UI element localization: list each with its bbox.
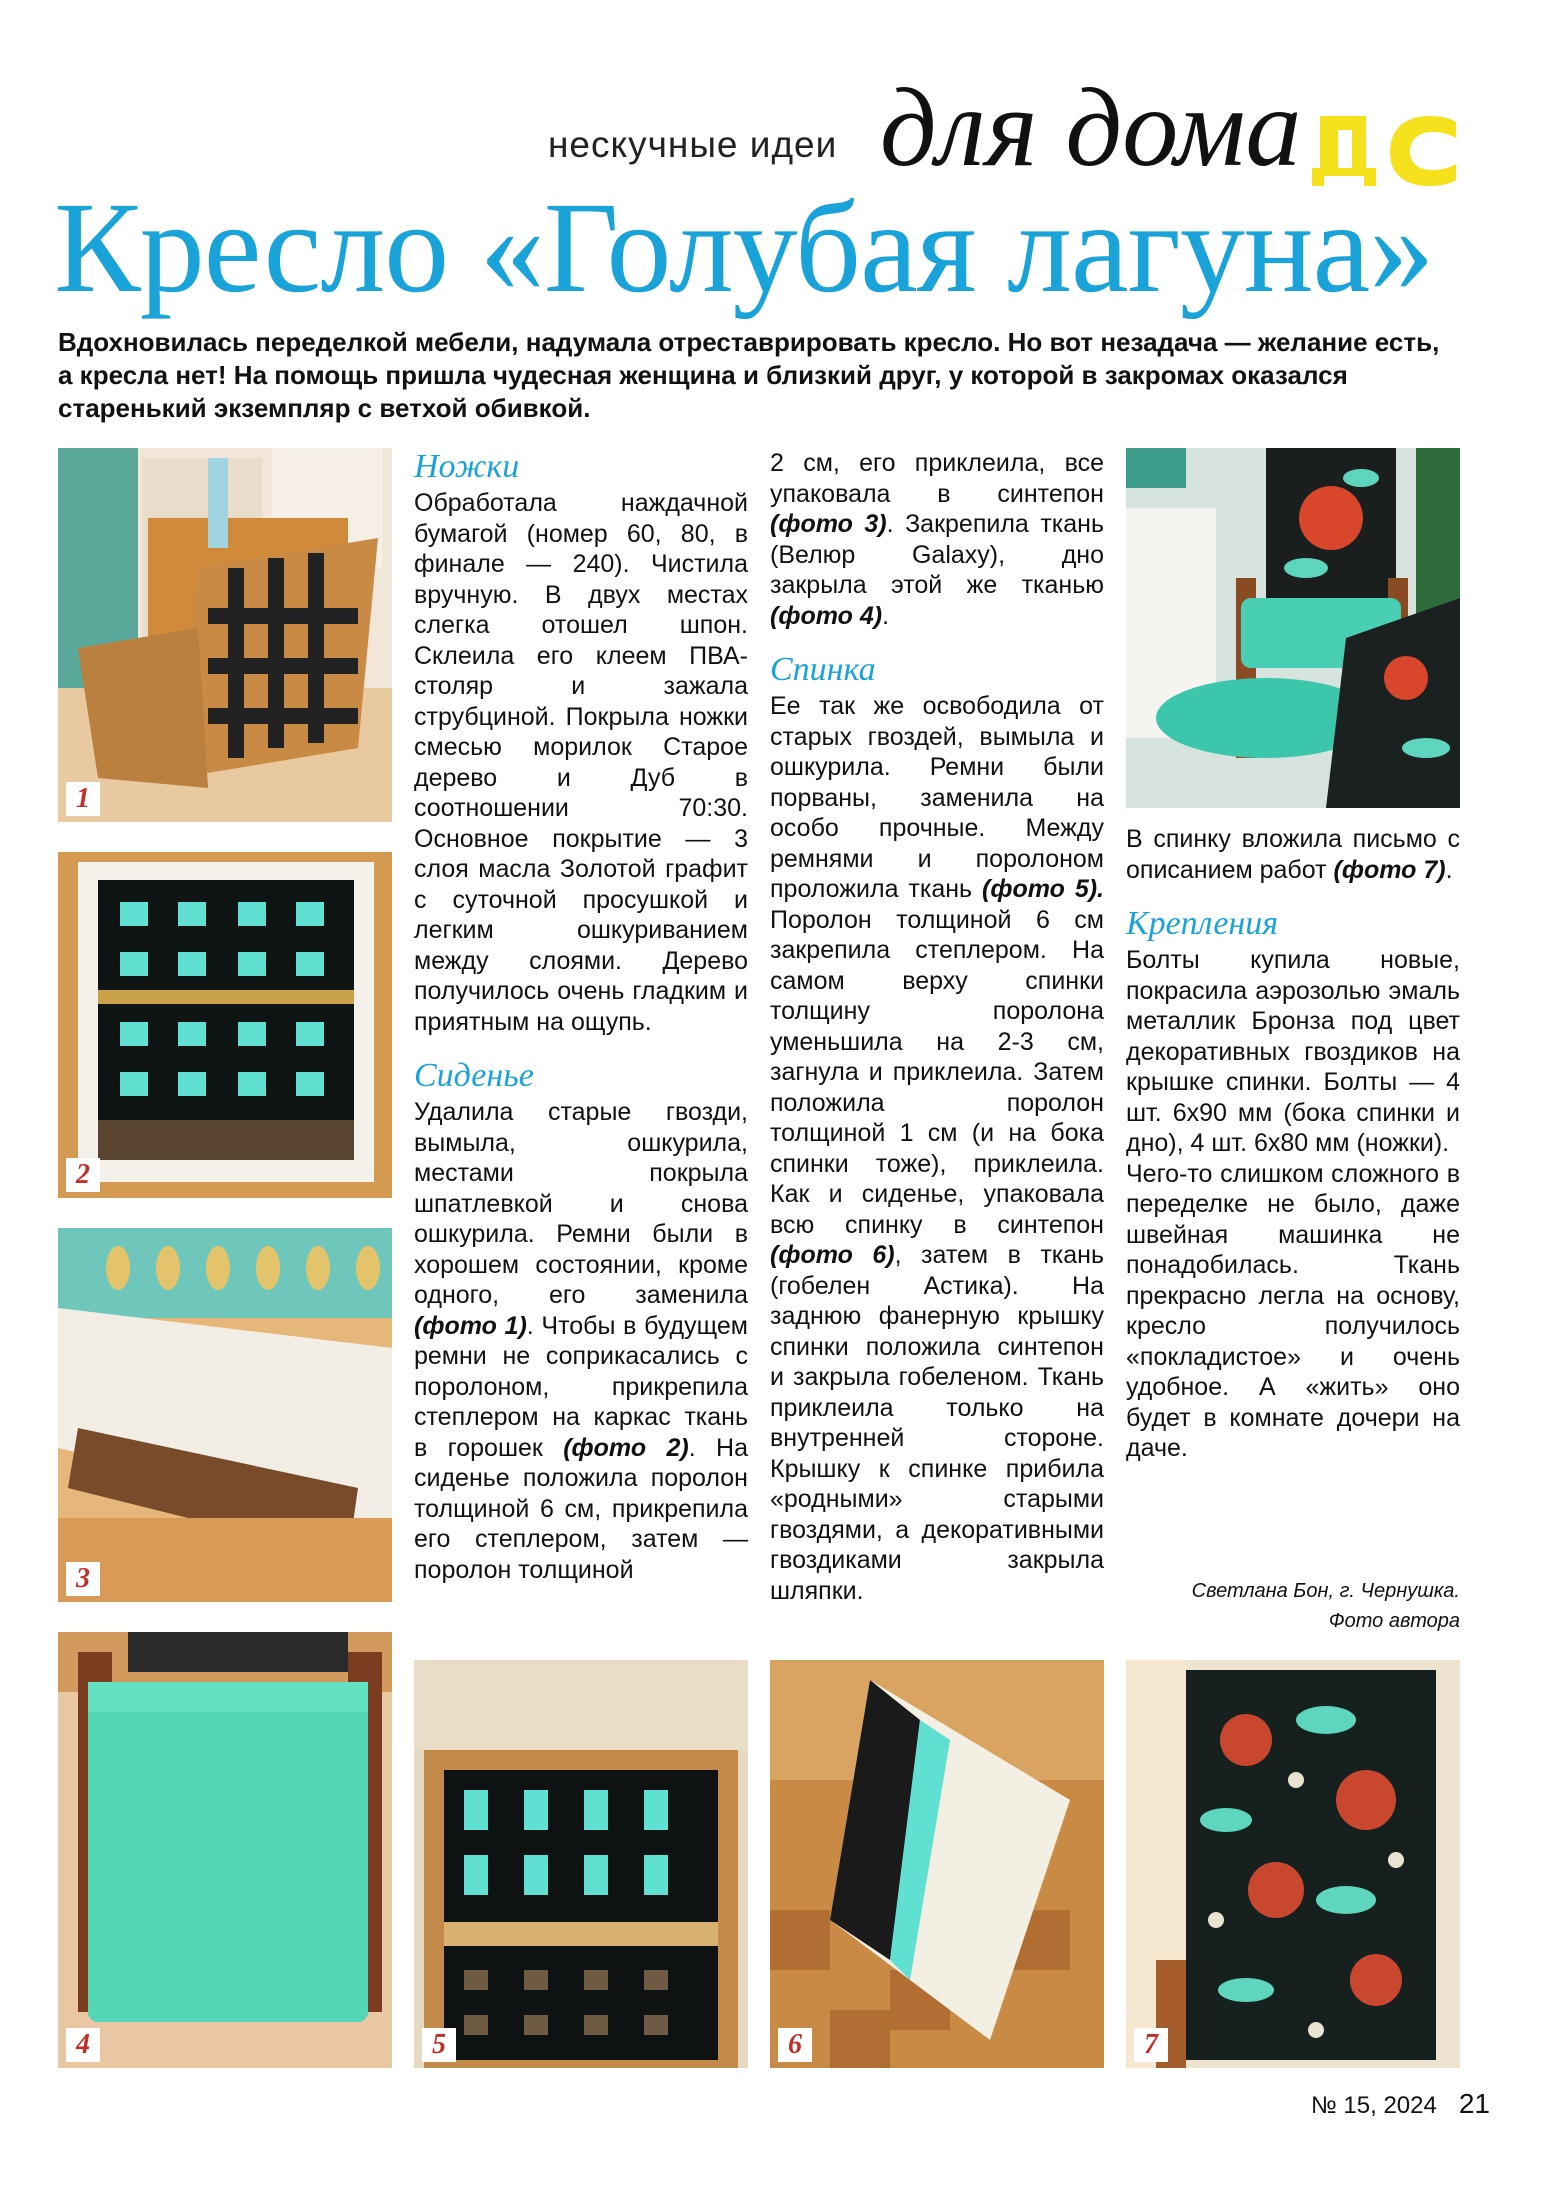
photo-ref: (фото 3)	[770, 510, 887, 538]
section-heading-back: Спинка	[770, 651, 876, 688]
photo-ref: (фото 2)	[563, 1433, 689, 1462]
photo-1	[58, 448, 392, 822]
text: . На сиденье положила поролон толщиной 6 см, прикрепила его степлером, затем — поролон толщиной	[414, 1433, 748, 1584]
photo-ref: (фото 6)	[770, 1241, 895, 1269]
text: Поролон толщиной 6 см закрепила степлером. На самом верху спинки толщину поролона уменьшила на 2-3 см, загнула и приклеила. Затем положила поролон толщиной 1 см (и на бока спинки тоже), приклеила. Как и сиденье, упаковала всю спинку в синтепон	[770, 905, 1104, 1239]
paragraph: Обработала наждачной бумагой (номер 60, 80, в финале — 240). Чистила вручную. В двух местах слегка отошел шпон. Склеила его клеем ПВА-столяр и зажала струбциной. Покрыла ножки смесью морилок Старое дерево и Дуб в соотношении 70:30. Основное покрытие — 3 слоя масла Золотой графит с суточной просушкой и легким ошкуриванием между слоями. Дерево получилось очень гладким и приятным на ощупь.	[414, 489, 748, 1036]
text: В спинку вложила письмо с описанием работ	[1126, 825, 1460, 884]
text: .	[882, 601, 890, 630]
paragraph	[414, 1097, 748, 1585]
photo-number: 2	[66, 1158, 100, 1192]
photo-credit: Фото автора	[1328, 1610, 1460, 1632]
text: . Закрепила ткань (Велюр Galaxy), дно закрыла этой же тканью	[770, 510, 1104, 599]
section-heading-seat: Сиденье	[414, 1057, 534, 1094]
paragraph	[770, 691, 1104, 1606]
photo-7-finished-back	[1126, 1660, 1460, 2068]
text-column-3	[1126, 824, 1460, 1644]
issue-number: № 15, 2024	[1311, 2092, 1437, 2119]
photo-5	[414, 1660, 748, 2068]
magazine-logo	[1312, 106, 1460, 186]
photo-number: 4	[66, 2028, 100, 2062]
photo-ref: (фото 7)	[1333, 855, 1446, 884]
paragraph	[770, 448, 1104, 631]
author-signature: Светлана Бон, г. Чернушка.	[1191, 1580, 1460, 1602]
rubric-prefix: нескучные идеи	[548, 124, 838, 165]
photo-number: 3	[66, 1562, 100, 1596]
photo-ref: (фото 4)	[770, 601, 883, 630]
photo-finished-chair-room	[1126, 448, 1460, 808]
text: , затем в ткань (гобелен Астика). На заднюю фанерную крышку спинки положила синтепон и закрыла гобеленом. Ткань приклеила только на внутренней стороне. Крышку к спинке прибила «родными» старыми гвоздями, а декоративными гвоздиками закрыла шляпки.	[770, 1241, 1104, 1605]
text: Ее так же освободила от старых гвоздей, вымыла и ошкурила. Ремни были порваны, заменила на особо прочные. Между ремнями и поролоном проложила ткань	[770, 692, 1104, 903]
text: Удалила старые гвозди, вымыла, ошкурила, местами покрыла шпатлевкой и снова ошкурила. Ремни были в хорошем состоянии, кроме одного, его заменила	[414, 1098, 748, 1309]
paragraph: Чего-то слишком сложного в переделке не было, даже швейная машинка не понадобилась. Ткань прекрасно легла на основу, кресло получилось «покладистое» и очень удобное. А «жить» оно будет в комнате дочери на даче.	[1126, 1159, 1460, 1462]
page-footer	[1311, 2088, 1490, 2120]
paragraph: Болты купила новые, покрасила аэрозолью эмаль металлик Бронза под цвет декоративных гвоздиков на крышке спинки. Болты — 4 шт. 6х90 мм (бока спинки и дно), 4 шт. 6х80 мм (ножки).	[1126, 946, 1460, 1157]
rubric-title: для дома	[880, 66, 1302, 190]
photo-number: 7	[1134, 2028, 1168, 2062]
photo-number: 6	[778, 2028, 812, 2062]
photo-ref: (фото 5).	[982, 875, 1104, 903]
paragraph	[1126, 824, 1460, 885]
photo-ref: (фото 1)	[414, 1311, 527, 1340]
text: . Чтобы в будущем ремни не соприкасались с поролоном, прикрепила степлером на каркас ткань в горошек	[414, 1311, 748, 1462]
section-heading-fasteners: Крепления	[1126, 905, 1279, 942]
photo-6	[770, 1660, 1104, 2068]
text-column-1	[414, 448, 748, 1585]
photo-4	[58, 1632, 392, 2068]
photo-2	[58, 852, 392, 1198]
article-lead: Вдохновилась переделкой мебели, надумала отреставрировать кресло. Но вот незадача — желание есть, а кресла нет! На помощь пришла чудесная женщина и близкий друг, у которой в закромах оказался старенький экземпляр с ветхой обивкой.	[58, 327, 1440, 423]
section-heading-legs: Ножки	[414, 448, 520, 485]
text: 2 см, его приклеила, все упаковала в синтепон	[770, 449, 1104, 508]
text-column-2	[770, 448, 1104, 1606]
article-title: Кресло «Голубая лагуна»	[54, 176, 1434, 320]
photo-number: 5	[422, 2028, 456, 2062]
photo-number: 1	[66, 782, 100, 816]
photo-3	[58, 1228, 392, 1602]
text: .	[1445, 855, 1453, 884]
page-number: 21	[1458, 2088, 1490, 2119]
